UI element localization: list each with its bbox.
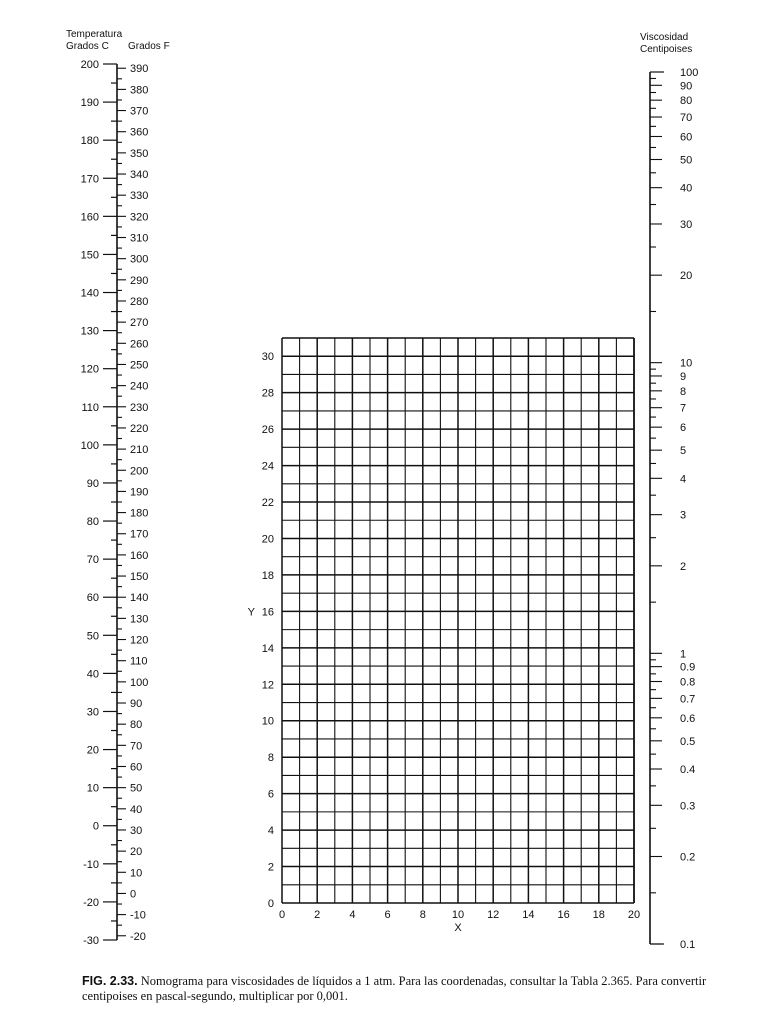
viscosity-tick-label: 10 [680,357,693,370]
viscosity-tick-label: 8 [680,385,687,398]
fahrenheit-tick-label: 390 [130,63,149,76]
fahrenheit-tick-label: 110 [130,655,148,668]
viscosity-tick-label: 7 [680,402,687,415]
fahrenheit-tick-label: 180 [130,507,149,520]
fahrenheit-tick-label: 150 [130,571,149,584]
viscosity-tick-label: 2 [680,560,687,573]
fahrenheit-tick-label: -20 [130,930,146,943]
fahrenheit-tick-label: 360 [130,126,149,139]
viscosity-tick-label: 0.5 [680,735,696,748]
fahrenheit-tick-label: 80 [130,719,143,732]
fahrenheit-tick-label: 230 [130,401,149,414]
fahrenheit-tick-label: 290 [130,274,149,287]
x-tick-label: 12 [487,909,500,921]
fahrenheit-tick-label: 50 [130,782,143,795]
celsius-tick-label: 40 [86,668,99,681]
viscosity-tick-label: 40 [680,182,693,195]
y-tick-label: 26 [261,424,274,437]
y-tick-label: 20 [261,533,274,546]
y-tick-label: 14 [261,642,274,655]
y-tick-label: 28 [261,387,274,400]
celsius-tick-label: 190 [80,97,99,110]
x-tick-label: 18 [592,909,605,921]
fahrenheit-tick-label: 340 [130,169,149,182]
celsius-tick-label: 20 [86,744,99,757]
x-tick-label: 14 [522,909,535,921]
fahrenheit-tick-label: 40 [130,803,143,816]
fahrenheit-tick-label: 300 [130,253,149,266]
celsius-tick-label: 140 [80,287,99,300]
fahrenheit-tick-label: 60 [130,761,143,774]
y-tick-label: 6 [267,788,274,801]
viscosity-tick-label: 90 [680,80,693,93]
viscosity-tick-label: 30 [680,218,693,231]
fahrenheit-tick-label: 370 [130,105,149,118]
caption-text: Nomograma para viscosidades de líquidos a 1 atm. Para las coordenadas, consultar la Tabla 2.365. Para convertir centipoises en pascal-segundo, multiplicar por 0,001. [82,974,707,1003]
fahrenheit-tick-label: 0 [130,888,137,901]
celsius-tick-label: 10 [86,782,99,795]
y-tick-label: 10 [261,715,274,728]
y-tick-label: 16 [261,606,274,619]
fahrenheit-tick-label: 30 [130,824,143,837]
fahrenheit-tick-label: 140 [130,592,149,605]
viscosity-tick-label: 0.7 [680,693,696,706]
celsius-tick-label: 150 [80,249,99,262]
centipoises-header: Centipoises [640,44,693,55]
celsius-tick-label: 120 [80,363,99,376]
y-tick-label: 8 [267,752,274,765]
x-tick-label: 4 [349,909,356,921]
x-tick-label: 0 [278,909,286,921]
celsius-tick-label: 50 [86,630,99,643]
fahrenheit-tick-label: 100 [130,676,149,689]
fahrenheit-tick-label: 210 [130,444,149,457]
viscosity-tick-label: 0.8 [680,676,696,689]
fahrenheit-tick-label: 250 [130,359,149,372]
figure-caption [82,974,722,1004]
celsius-tick-label: 100 [80,439,99,452]
fahrenheit-tick-label: 280 [130,295,149,308]
viscosity-tick-label: 60 [680,131,693,144]
viscosity-tick-label: 9 [680,370,687,383]
viscosity-header: Viscosidad [640,32,689,43]
y-tick-label: 24 [261,460,274,473]
viscosity-tick-label: 0.3 [680,800,696,813]
viscosity-tick-label: 3 [680,509,687,522]
x-tick-label: 16 [557,909,570,921]
fahrenheit-tick-label: 380 [130,84,149,97]
y-tick-label: 4 [267,825,274,838]
fahrenheit-tick-label: 70 [130,740,143,753]
y-tick-label: 12 [261,679,274,692]
celsius-tick-label: 90 [86,477,99,490]
celsius-tick-label: 70 [86,554,99,567]
fahrenheit-tick-label: 350 [130,147,149,160]
fahrenheit-tick-label: 320 [130,211,149,224]
celsius-tick-label: -10 [83,858,99,871]
celsius-tick-label: -30 [83,935,99,947]
viscosity-tick-label: 1 [680,648,687,661]
viscosity-tick-label: 0.4 [680,764,696,777]
celsius-tick-label: -20 [83,896,99,909]
viscosity-tick-label: 6 [680,422,687,435]
viscosity-scale [640,32,698,951]
fahrenheit-header: Grados F [128,41,170,52]
y-axis-label: Y [247,606,255,619]
fahrenheit-tick-label: 190 [130,486,149,499]
fahrenheit-tick-label: 330 [130,190,149,203]
celsius-tick-label: 80 [86,516,99,529]
y-tick-label: 2 [267,861,274,874]
celsius-tick-label: 30 [86,706,99,719]
celsius-tick-label: 200 [80,59,99,71]
viscosity-tick-label: 4 [680,473,687,486]
fahrenheit-tick-label: 20 [130,846,143,859]
temperature-header: Temperatura [66,29,123,40]
celsius-tick-label: 180 [80,135,99,148]
x-tick-label: 2 [314,909,321,921]
fahrenheit-tick-label: 240 [130,380,149,393]
x-axis-label: X [454,922,462,934]
fahrenheit-tick-label: 270 [130,317,149,330]
viscosity-tick-label: 50 [680,154,693,167]
celsius-tick-label: 170 [80,173,99,186]
fahrenheit-tick-label: 120 [130,634,149,647]
viscosity-tick-label: 80 [680,95,693,108]
viscosity-tick-label: 0.1 [680,939,696,951]
y-tick-label: 22 [261,497,274,510]
fahrenheit-tick-label: 220 [130,422,149,435]
viscosity-tick-label: 5 [680,445,687,458]
fahrenheit-tick-label: 170 [130,528,149,541]
y-tick-label: 18 [261,569,274,582]
y-tick-label: 0 [267,898,274,910]
celsius-tick-label: 60 [86,592,99,605]
caption-label: FIG. 2.33. [82,974,138,988]
fahrenheit-tick-label: -10 [130,909,146,922]
fahrenheit-tick-label: 160 [130,549,149,562]
viscosity-tick-label: 20 [680,270,693,283]
celsius-header: Grados C [66,41,109,52]
viscosity-tick-label: 70 [680,112,693,125]
viscosity-tick-label: 100 [680,67,699,79]
celsius-tick-label: 0 [92,820,99,833]
viscosity-tick-label: 0.9 [680,661,696,674]
fahrenheit-tick-label: 130 [130,613,149,626]
fahrenheit-tick-label: 310 [130,232,149,245]
xy-grid-chart [248,338,640,934]
celsius-tick-label: 110 [81,401,99,414]
celsius-tick-label: 130 [80,325,99,338]
celsius-tick-label: 160 [80,211,99,224]
fahrenheit-tick-label: 260 [130,338,149,351]
fahrenheit-tick-label: 10 [130,867,143,880]
x-tick-label: 8 [419,909,426,921]
x-tick-label: 6 [384,909,391,921]
viscosity-tick-label: 0.6 [680,712,696,725]
x-tick-label: 20 [627,909,641,921]
fahrenheit-tick-label: 200 [130,465,149,478]
y-tick-label: 30 [261,351,274,364]
x-tick-label: 10 [451,909,465,921]
fahrenheit-tick-label: 90 [130,698,143,711]
temperature-scale [66,29,170,947]
viscosity-tick-label: 0.2 [680,851,696,864]
